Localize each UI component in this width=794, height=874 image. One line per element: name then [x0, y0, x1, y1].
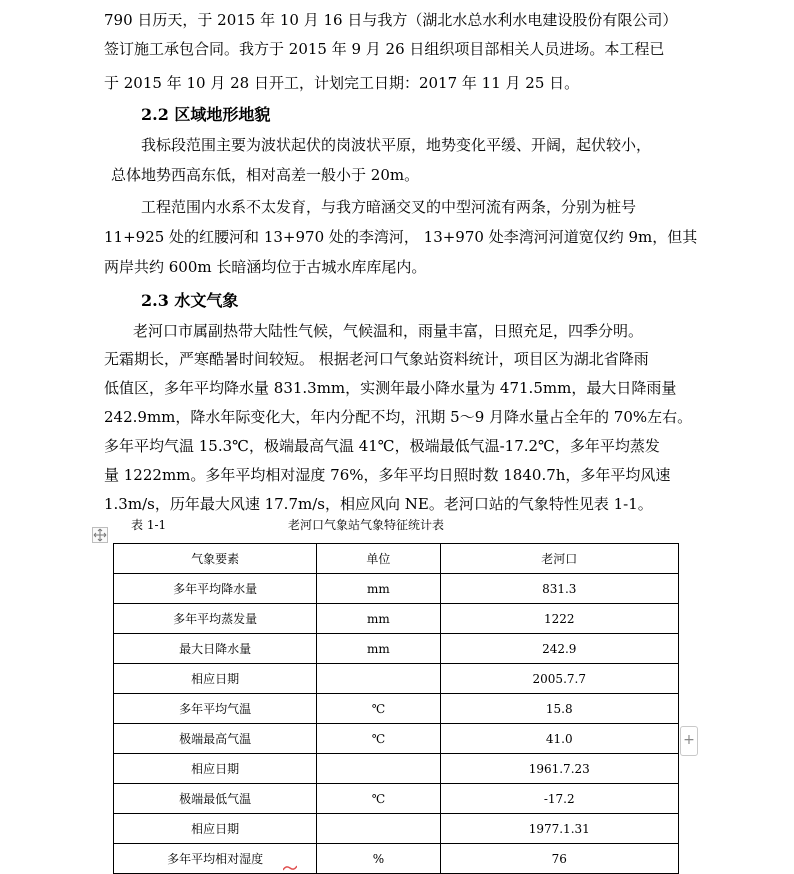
table-title: 老河口气象站气象特征统计表	[288, 518, 445, 532]
table-row	[114, 844, 679, 874]
table-cell: 相应日期	[114, 754, 317, 784]
table-cell: ℃	[317, 784, 440, 814]
table-row	[114, 634, 679, 664]
table-cell: 15.8	[440, 694, 679, 724]
paragraph-line: 多年平均气温 15.3℃，极端最高气温 41℃，极端最低气温-17.2℃，多年平均蒸发	[104, 437, 660, 455]
table-cell: 41.0	[440, 724, 679, 754]
table-header-row	[114, 544, 679, 574]
table-row	[114, 574, 679, 604]
paragraph-line: 无霜期长，严寒酷暑时间较短。 根据老河口气象站资料统计，项目区为湖北省降雨	[104, 350, 649, 368]
table-cell: 最大日降水量	[114, 634, 317, 664]
table-cell: 2005.7.7	[440, 664, 679, 694]
paragraph-line: 我标段范围主要为波状起伏的岗波状平原，地势变化平缓、开阔，起伏较小，	[141, 136, 652, 154]
table-row	[114, 784, 679, 814]
add-column-button[interactable]: +	[680, 726, 698, 756]
table-row	[114, 814, 679, 844]
table-cell: 相应日期	[114, 814, 317, 844]
table-cell	[317, 814, 440, 844]
paragraph-line: 低值区，多年平均降水量 831.3mm，实测年最小降水量为 471.5mm，最大日降雨量	[104, 379, 677, 397]
table-row	[114, 754, 679, 784]
table-row	[114, 604, 679, 634]
table-cell	[317, 754, 440, 784]
table-cell: -17.2	[440, 784, 679, 814]
table-cell: 相应日期	[114, 664, 317, 694]
table-cell: 1977.1.31	[440, 814, 679, 844]
table-row	[114, 664, 679, 694]
table-cell: 1222	[440, 604, 679, 634]
table-number: 表 1-1	[131, 518, 167, 532]
table-cell: 242.9	[440, 634, 679, 664]
table-cell: mm	[317, 634, 440, 664]
table-cell: 多年平均气温	[114, 694, 317, 724]
table-cell: mm	[317, 604, 440, 634]
table-cell: 多年平均蒸发量	[114, 604, 317, 634]
paragraph-line: 1.3m/s，历年最大风速 17.7m/s，相应风向 NE。老河口站的气象特性见表 1-1。	[104, 495, 653, 513]
table-cell: 1961.7.23	[440, 754, 679, 784]
paragraph-line: 两岸共约 600m 长暗涵均位于古城水库库尾内。	[104, 258, 427, 276]
move-arrows-icon	[93, 528, 107, 542]
spell-check-mark-icon	[283, 864, 297, 872]
paragraph-line: 11+925 处的红腰河和 13+970 处的李湾河， 13+970 处李湾河河道宽仅约 9m，但其	[104, 228, 698, 246]
table-cell: mm	[317, 574, 440, 604]
paragraph-line: 于 2015 年 10 月 28 日开工，计划完工日期：2017 年 11 月 25 日。	[104, 74, 580, 92]
climate-table	[113, 543, 679, 874]
section-heading-2-2: 2.2 区域地形地貌	[141, 105, 271, 124]
paragraph-line: 总体地势西高东低，相对高差一般小于 20m。	[111, 166, 420, 184]
section-heading-2-3: 2.3 水文气象	[141, 291, 239, 310]
paragraph-line: 工程范围内水系不太发育，与我方暗涵交叉的中型河流有两条，分别为桩号	[141, 198, 637, 216]
table-cell: 极端最高气温	[114, 724, 317, 754]
table-move-handle[interactable]	[92, 527, 108, 543]
table-cell: ℃	[317, 724, 440, 754]
table-cell: 831.3	[440, 574, 679, 604]
table-row	[114, 724, 679, 754]
table-cell: 多年平均降水量	[114, 574, 317, 604]
paragraph-line: 签订施工承包合同。我方于 2015 年 9 月 26 日组织项目部相关人员进场。本工程已	[104, 40, 665, 58]
column-header: 老河口	[440, 544, 679, 574]
table-cell: %	[317, 844, 440, 874]
paragraph-line: 242.9mm，降水年际变化大，年内分配不均，汛期 5～9 月降水量占全年的 70%左右。	[104, 408, 693, 426]
paragraph-line: 量 1222mm。多年平均相对湿度 76%，多年平均日照时数 1840.7h，多年平均风速	[104, 466, 671, 484]
table-cell: 多年平均相对湿度	[114, 844, 317, 874]
table-cell: 76	[440, 844, 679, 874]
table-row	[114, 694, 679, 724]
paragraph-line: 790 日历天，于 2015 年 10 月 16 日与我方（湖北水总水利水电建设股份有限公司）	[104, 11, 678, 29]
table-cell: ℃	[317, 694, 440, 724]
table-cell: 极端最低气温	[114, 784, 317, 814]
column-header: 气象要素	[114, 544, 317, 574]
table-cell	[317, 664, 440, 694]
column-header: 单位	[317, 544, 440, 574]
paragraph-line: 老河口市属副热带大陆性气候，气候温和，雨量丰富，日照充足，四季分明。	[133, 322, 644, 340]
